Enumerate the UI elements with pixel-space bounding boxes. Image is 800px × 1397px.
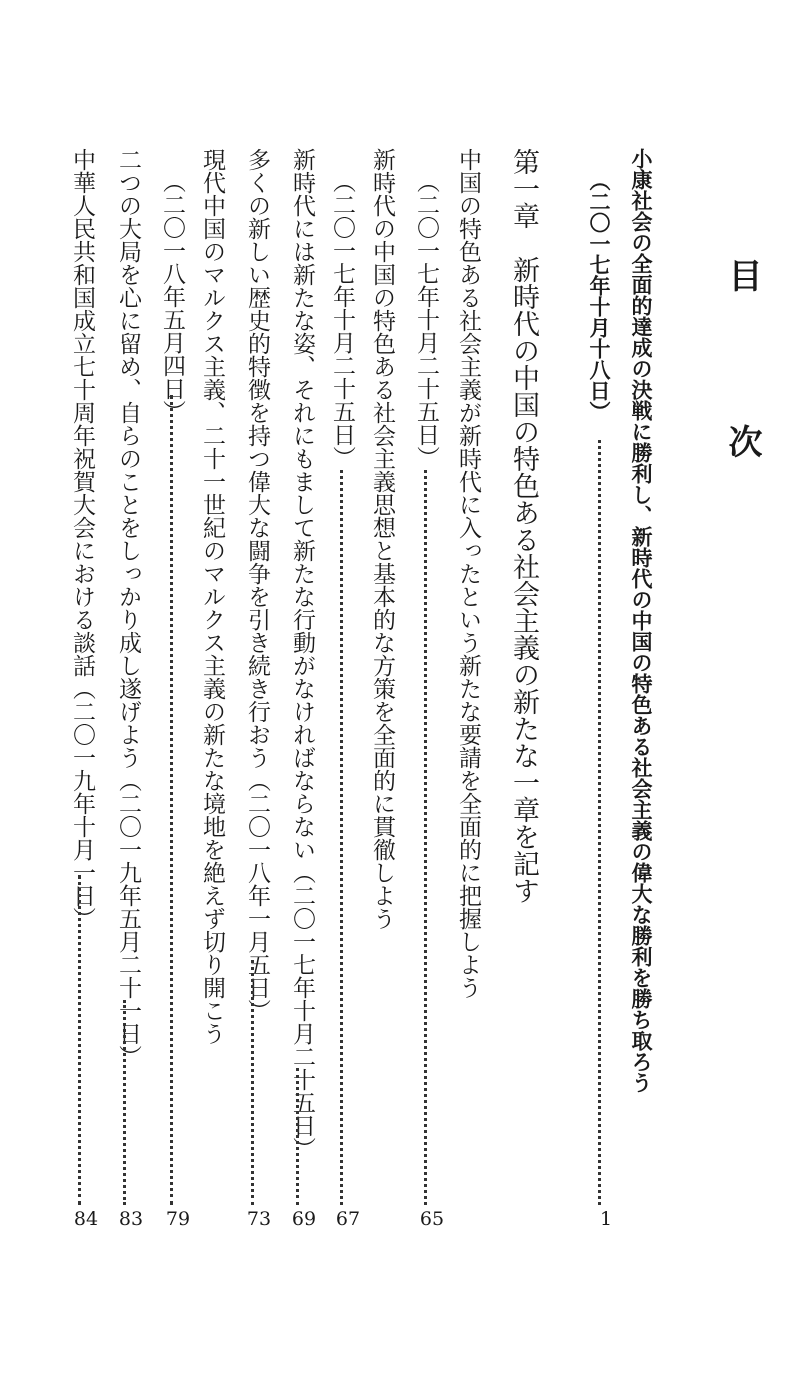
chapter-heading: 第一章 新時代の中国の特色ある社会主義の新たな一章を記す xyxy=(508,148,539,904)
toc-leader-dots xyxy=(424,470,427,1205)
toc-leader-dots xyxy=(251,960,254,1205)
toc-entry-title: 中国の特色ある社会主義が新時代に入ったという新たな要請を全面的に把握しよう xyxy=(455,148,481,999)
toc-leader-dots xyxy=(296,1068,299,1205)
toc-page-number[interactable]: 84 xyxy=(73,1208,99,1230)
toc-entry-title: 中華人民共和国成立七十周年祝賀大会における談話（二〇一九年十月一日） xyxy=(69,148,95,930)
toc-entry-title: 小康社会の全面的達成の決戦に勝利し、新時代の中国の特色ある社会主義の偉大な勝利を勝ち取ろう xyxy=(629,148,653,1093)
toc-page-number[interactable]: 67 xyxy=(335,1208,361,1230)
toc-page-number[interactable]: 69 xyxy=(291,1208,317,1230)
toc-page-number[interactable]: 73 xyxy=(246,1208,272,1230)
toc-leader-dots xyxy=(78,875,81,1205)
toc-entry-date: （二〇一七年十月二十五日） xyxy=(329,170,355,469)
toc-entry-title: 現代中国のマルクス主義、二十一世紀のマルクス主義の新たな境地を絶えず切り開こう xyxy=(199,148,225,1045)
toc-entry-title: 新時代には新たな姿、それにもまして新たな行動がなければならない（二〇一七年十月二十五日） xyxy=(289,148,315,1160)
toc-page-number[interactable]: 83 xyxy=(118,1208,144,1230)
toc-leader-dots xyxy=(340,470,343,1205)
toc-page-number[interactable]: 65 xyxy=(419,1208,445,1230)
toc-entry-title: 多くの新しい歴史的特徴を持つ偉大な闘争を引き続き行おう（二〇一八年一月五日） xyxy=(244,148,270,1022)
toc-heading: 目 次 xyxy=(722,258,762,518)
toc-page-number[interactable]: 1 xyxy=(599,1208,613,1230)
toc-entry-title: 新時代の中国の特色ある社会主義思想と基本的な方策を全面的に貫徹しよう xyxy=(369,148,395,930)
toc-leader-dots xyxy=(598,440,601,1205)
toc-page-number[interactable]: 79 xyxy=(165,1208,191,1230)
toc-entry-date: （二〇一七年十月二十五日） xyxy=(413,170,439,469)
toc-entry-date: （二〇一七年十月十八日） xyxy=(587,170,611,422)
toc-entry-date: （二〇一八年五月四日） xyxy=(159,170,185,423)
toc-leader-dots xyxy=(170,395,173,1205)
toc-leader-dots xyxy=(123,1000,126,1205)
toc-entry-title: 二つの大局を心に留め、自らのことをしっかり成し遂げよう（二〇一九年五月二十一日） xyxy=(115,148,141,1068)
